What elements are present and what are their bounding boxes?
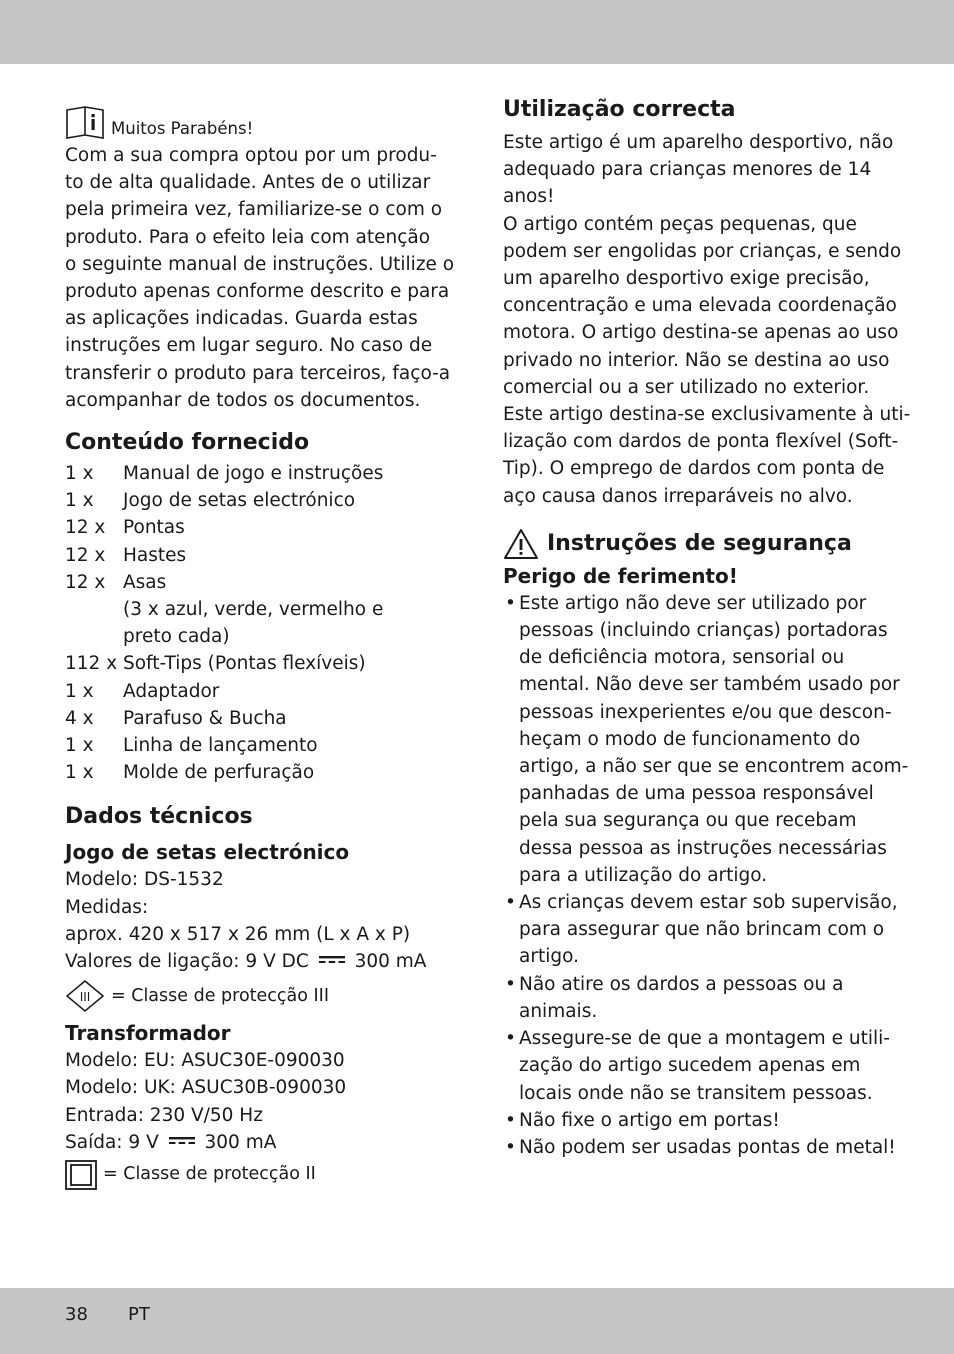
transformer-title: Transformador — [65, 1021, 231, 1046]
usage-line: Este artigo é um aparelho desportivo, não — [503, 132, 894, 153]
left-column — [65, 100, 455, 1190]
tech-title: Dados técnicos — [65, 804, 253, 830]
usage-line: Este artigo destina-se exclusivamente à uti- — [503, 404, 911, 426]
protection-class-ii-line — [65, 1160, 445, 1190]
intro-text — [65, 142, 455, 414]
protection-class-ii-text: = Classe de protecção II — [103, 1164, 316, 1185]
safety-subtitle: Perigo de ferimento! — [503, 563, 738, 588]
intro-line: to de alta qualidade. Antes de o utilizar — [65, 172, 431, 194]
usage-line: anos! — [503, 186, 555, 208]
header-band — [0, 0, 954, 64]
info-book-icon — [65, 104, 105, 140]
warning-triangle-icon — [503, 528, 539, 560]
dart-dims-label: Medidas: — [65, 896, 149, 918]
usage-text — [503, 129, 911, 510]
protection-class-ii-icon — [65, 1160, 97, 1190]
list-item: • As crianças devem estar sob supervisão, para assegurar que não brincam com o artigo. — [503, 889, 898, 971]
dart-title: Jogo de setas electrónico — [65, 840, 350, 865]
intro-line: as aplicações indicadas. Guarda estas — [65, 308, 418, 330]
protection-class-iii-icon — [65, 979, 105, 1013]
dart-power: Valores de ligação: 9 V DC 300 mA — [65, 951, 427, 973]
usage-line: motora. O artigo destina-se apenas ao uso — [503, 322, 899, 344]
usage-line: comercial ou a ser utilizado no exterior. — [503, 376, 870, 398]
intro-line: acompanhar de todos os documentos. — [65, 389, 421, 411]
list-item: 1 x Adaptador — [65, 680, 220, 702]
list-item: • Este artigo não deve ser utilizado por pessoas (incluindo crianças) portadoras de deficiência motora, sensorial ou mental. Não deve ser também usado por pessoas inexperientes e/ou que descon- heçam o modo de funcionamento do artigo, a não ser que se encontrem acom- panhadas de uma pessoa responsável pela sua segurança ou que recebam dessa pessoa as instruções necessárias para a utilização do artigo. — [503, 590, 898, 889]
intro-line: produto. Para o efeito leia com atenção — [65, 226, 431, 248]
list-item: • Assegure-se de que a montagem e utili- zação do artigo sucedem apenas em locais onde não se transitem pessoas. — [503, 1025, 898, 1107]
list-item: 12 x Pontas — [65, 517, 185, 539]
transformer-model-uk: Modelo: UK: ASUC30B-090030 — [65, 1077, 347, 1099]
dart-model: Modelo: DS-1532 — [65, 869, 224, 891]
list-item: 1 x Jogo de setas electrónico — [65, 490, 356, 512]
intro-line: pela primeira vez, familiarize-se o com o — [65, 199, 443, 221]
usage-line: podem ser engolidas por crianças, e sendo — [503, 240, 902, 262]
list-item: 12 x Asas (3 x azul, verde, vermelho e preto cada) — [65, 571, 384, 648]
right-column — [503, 95, 911, 1161]
transformer-model-eu: Modelo: EU: ASUC30E-090030 — [65, 1050, 345, 1072]
list-item: 112 x Soft-Tips (Pontas flexíveis) — [65, 653, 366, 675]
usage-line: Tip). O emprego de dardos com ponta de — [503, 458, 885, 480]
language-code: PT — [128, 1304, 150, 1325]
intro-line: Com a sua compra optou por um produ- — [65, 145, 437, 166]
list-item: 1 x Linha de lançamento — [65, 735, 318, 757]
intro-line: transferir o produto para terceiros, faço-a — [65, 362, 451, 384]
dc-symbol-icon — [169, 1136, 195, 1146]
intro-greeting-line — [65, 100, 445, 140]
usage-line: aço causa danos irreparáveis no alvo. — [503, 485, 853, 507]
list-item: • Não atire os dardos a pessoas ou a animais. — [503, 971, 898, 1025]
dc-symbol-icon — [319, 955, 345, 965]
transformer-output: Saída: 9 V 300 mA — [65, 1131, 277, 1153]
intro-line: instruções em lugar seguro. No caso de — [65, 335, 433, 357]
page-number: 38 — [65, 1304, 88, 1325]
usage-line: O artigo contém peças pequenas, que — [503, 213, 857, 235]
intro-line: produto apenas conforme descrito e para — [65, 281, 450, 303]
list-item: 12 x Hastes — [65, 544, 187, 566]
list-item: • Não fixe o artigo em portas! — [503, 1107, 898, 1134]
list-item: 4 x Parafuso & Bucha — [65, 707, 287, 729]
safety-title: Instruções de segurança — [547, 530, 852, 556]
contents-title: Conteúdo fornecido — [65, 430, 310, 456]
usage-line: lização com dardos de ponta flexível (Soft- — [503, 431, 899, 453]
protection-class-iii-text: = Classe de protecção III — [111, 985, 330, 1006]
safety-heading — [503, 528, 898, 560]
protection-class-iii-line — [65, 979, 445, 1013]
transformer-input: Entrada: 230 V/50 Hz — [65, 1104, 263, 1126]
usage-line: concentração e uma elevada coordenação — [503, 295, 897, 317]
list-item: 1 x Molde de perfuração — [65, 762, 315, 784]
list-item: • Não podem ser usadas pontas de metal! — [503, 1134, 898, 1161]
svg-text:III: III — [79, 990, 91, 1005]
intro-line: o seguinte manual de instruções. Utilize o — [65, 253, 455, 275]
usage-line: um aparelho desportivo exige precisão, — [503, 268, 870, 290]
list-item: 1 x Manual de jogo e instruções — [65, 463, 384, 485]
dart-dims: aprox. 420 x 517 x 26 mm (L x A x P) — [65, 923, 411, 945]
usage-title: Utilização correcta — [503, 97, 736, 122]
intro-greeting: Muitos Parabéns! — [111, 119, 254, 138]
usage-line: adequado para crianças menores de 14 — [503, 159, 872, 181]
usage-line: privado no interior. Não se destina ao uso — [503, 349, 890, 371]
contents-list — [65, 460, 445, 786]
safety-list — [503, 590, 909, 1161]
